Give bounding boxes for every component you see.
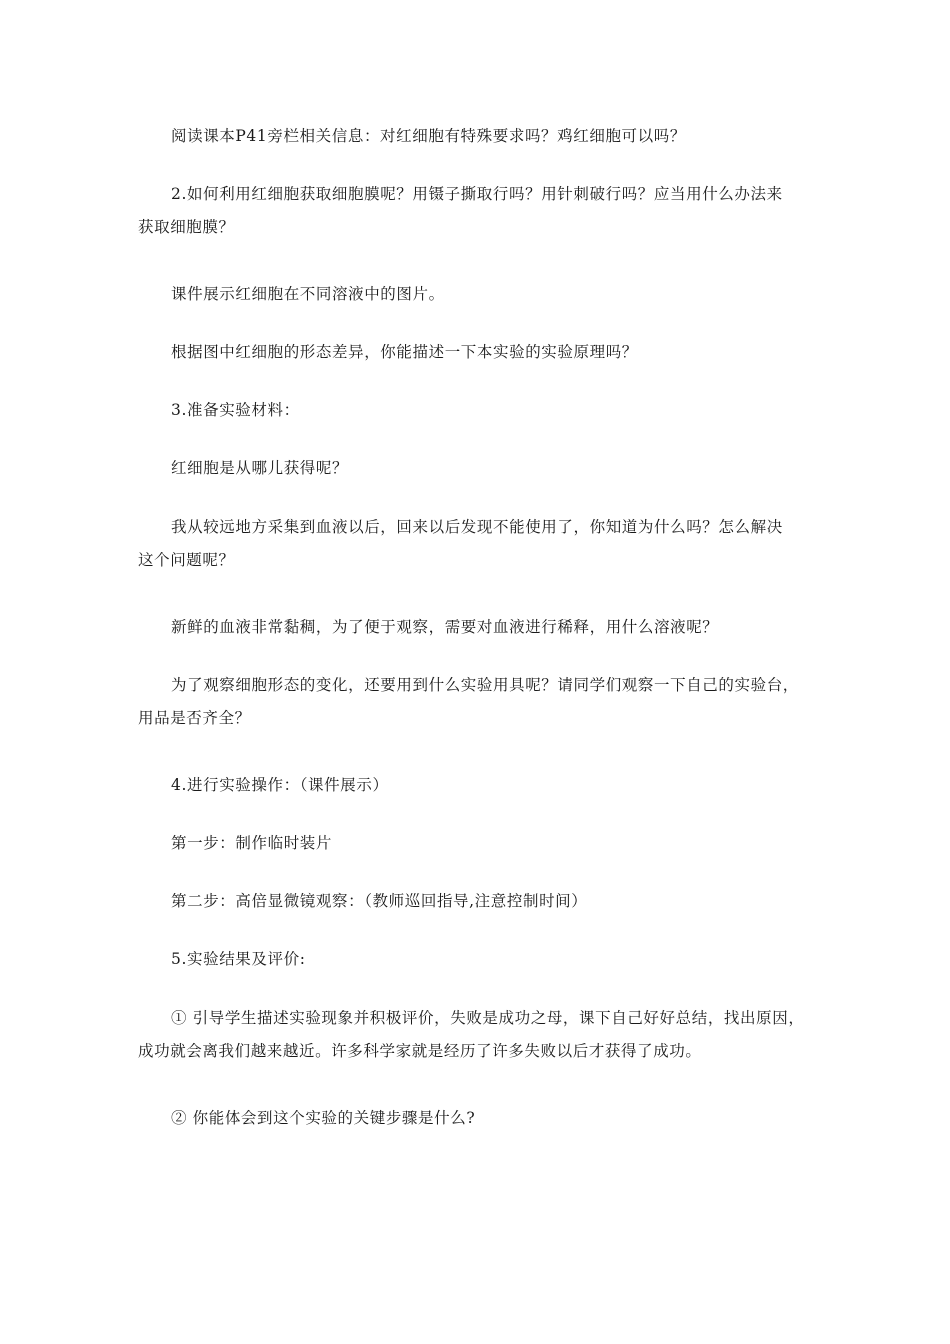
- paragraph-11: [138, 827, 838, 860]
- paragraph-13: [138, 943, 838, 976]
- paragraph-line: 阅读课本P41旁栏相关信息：对红细胞有特殊要求吗？鸡红细胞可以吗？: [171, 127, 686, 145]
- paragraph-line: 4.进行实验操作：（课件展示）: [171, 776, 389, 794]
- paragraph-line: 根据图中红细胞的形态差异，你能描述一下本实验的实验原理吗？: [171, 343, 638, 361]
- paragraph-7: [138, 511, 838, 577]
- paragraph-line: 第二步：高倍显微镜观察：（教师巡回指导,注意控制时间）: [171, 892, 588, 910]
- paragraph-line: 我从较远地方采集到血液以后，回来以后发现不能使用了，你知道为什么吗？怎么解决: [171, 518, 783, 536]
- paragraph-5: [138, 394, 838, 427]
- paragraph-line: 为了观察细胞形态的变化，还要用到什么实验用具呢？请同学们观察一下自己的实验台，: [171, 676, 799, 694]
- paragraph-1: [138, 120, 838, 153]
- paragraph-line: 2.如何利用红细胞获取细胞膜呢？用镊子撕取行吗？用针刺破行吗？应当用什么办法来: [171, 185, 783, 203]
- paragraph-line: ① 引导学生描述实验现象并积极评价，失败是成功之母，课下自己好好总结，找出原因，: [171, 1009, 805, 1027]
- paragraph-line: ② 你能体会到这个实验的关键步骤是什么?: [171, 1109, 476, 1127]
- paragraph-line: 这个问题呢？: [138, 551, 235, 569]
- paragraph-9: [138, 669, 838, 735]
- paragraph-line: 红细胞是从哪儿获得呢？: [171, 459, 349, 477]
- paragraph-15: [138, 1102, 838, 1135]
- paragraph-line: 5.实验结果及评价:: [171, 950, 306, 968]
- paragraph-6: [138, 452, 838, 485]
- paragraph-line: 3.准备实验材料：: [171, 401, 300, 419]
- paragraph-line: 用品是否齐全？: [138, 709, 251, 727]
- paragraph-14: [138, 1002, 838, 1068]
- paragraph-line: 成功就会离我们越来越近。许多科学家就是经历了许多失败以后才获得了成功。: [138, 1042, 702, 1060]
- paragraph-10: [138, 769, 838, 802]
- paragraph-12: [138, 885, 838, 918]
- paragraph-2: [138, 178, 838, 244]
- paragraph-line: 获取细胞膜？: [138, 218, 235, 236]
- paragraph-line: 第一步：制作临时装片: [171, 834, 333, 852]
- paragraph-4: [138, 336, 838, 369]
- paragraph-3: [138, 278, 838, 311]
- paragraph-line: 新鲜的血液非常黏稠，为了便于观察，需要对血液进行稀释，用什么溶液呢？: [171, 618, 719, 636]
- paragraph-8: [138, 611, 838, 644]
- paragraph-line: 课件展示红细胞在不同溶液中的图片。: [171, 285, 445, 303]
